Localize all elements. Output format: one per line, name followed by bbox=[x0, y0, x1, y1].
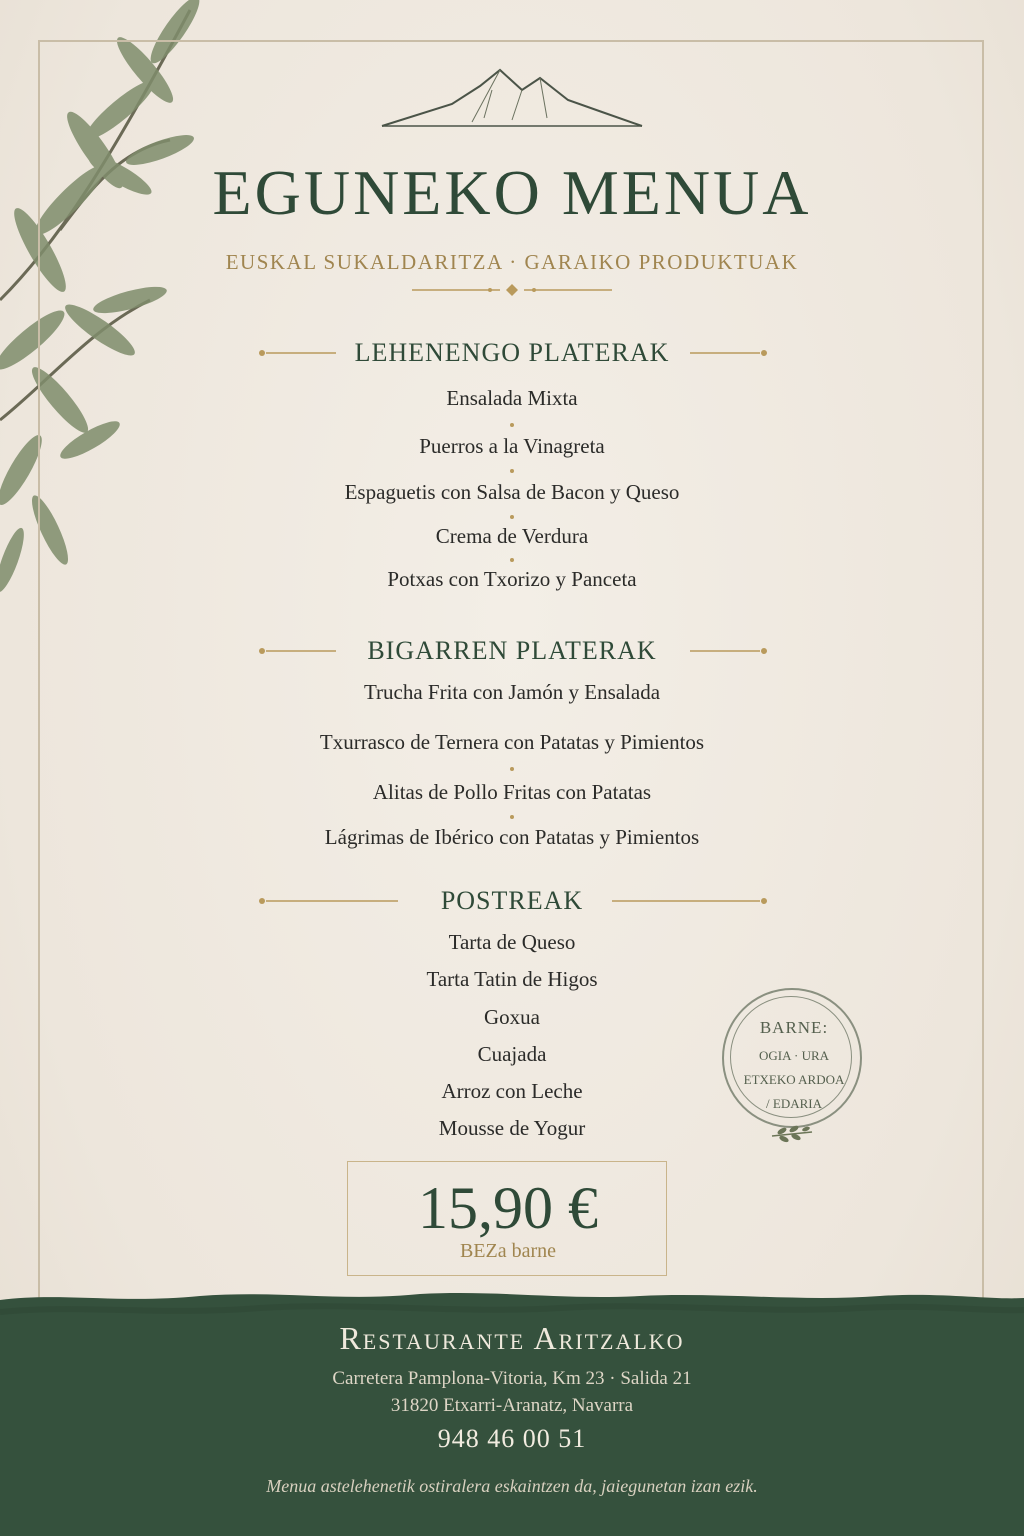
divider-ornament-icon bbox=[412, 282, 612, 298]
menu-item: Alitas de Pollo Fritas con Patatas bbox=[372, 780, 652, 804]
menu-item: Ensalada Mixta bbox=[446, 386, 578, 410]
phone-number: 948 46 00 51 bbox=[437, 1424, 587, 1453]
section-rule-right bbox=[690, 348, 768, 358]
menu-item: Goxua bbox=[484, 1005, 540, 1029]
item-separator-dot bbox=[510, 558, 514, 562]
address-line: 31820 Etxarri-Aranatz, Navarra bbox=[390, 1395, 634, 1416]
section-rule-right bbox=[690, 646, 768, 656]
stamp-line: ETXEKO ARDOA bbox=[743, 1072, 845, 1087]
menu-item: Potxas con Txorizo y Panceta bbox=[387, 567, 637, 591]
item-separator-dot bbox=[510, 815, 514, 819]
section-heading-first-courses: LEHENENGO PLATERAK bbox=[354, 338, 670, 367]
menu-item: Mousse de Yogur bbox=[438, 1116, 586, 1140]
menu-item: Trucha Frita con Jamón y Ensalada bbox=[363, 680, 661, 704]
stamp-title: BARNE: bbox=[759, 1018, 829, 1037]
price-amount: 15,90 € bbox=[418, 1175, 598, 1241]
address-line: Carretera Pamplona-Vitoria, Km 23 · Salida 21 bbox=[332, 1368, 692, 1389]
menu-item: Arroz con Leche bbox=[441, 1079, 583, 1103]
menu-item: Txurrasco de Ternera con Patatas y Pimientos bbox=[319, 730, 705, 754]
item-separator-dot bbox=[510, 767, 514, 771]
item-separator-dot bbox=[510, 515, 514, 519]
availability-note: Menua astelehenetik ostiralera eskaintzen da, jaiegunetan izan ezik. bbox=[266, 1476, 758, 1496]
menu-item: Espaguetis con Salsa de Bacon y Queso bbox=[344, 480, 680, 504]
price-box bbox=[347, 1161, 667, 1276]
menu-item: Tarta de Queso bbox=[448, 930, 576, 954]
menu-item: Crema de Verdura bbox=[435, 524, 589, 548]
page-title: EGUNEKO MENUA bbox=[212, 157, 812, 228]
item-separator-dot bbox=[510, 469, 514, 473]
section-heading-main-courses: BIGARREN PLATERAK bbox=[367, 636, 657, 665]
restaurant-name: Restaurante Aritzalko bbox=[339, 1320, 685, 1356]
menu-item: Cuajada bbox=[477, 1042, 547, 1066]
section-rule-right bbox=[612, 896, 768, 906]
price-vat-note: BEZa barne bbox=[459, 1240, 557, 1262]
mountain-icon bbox=[372, 60, 652, 132]
section-heading-desserts: POSTREAK bbox=[440, 886, 584, 915]
menu-item: Lágrimas de Ibérico con Patatas y Pimientos bbox=[324, 825, 700, 849]
menu-item: Puerros a la Vinagreta bbox=[419, 434, 605, 458]
included-stamp bbox=[722, 988, 862, 1128]
stamp-line: / EDARIA bbox=[766, 1096, 822, 1111]
menu-item: Tarta Tatin de Higos bbox=[426, 967, 598, 991]
stamp-line: OGIA · URA bbox=[758, 1048, 830, 1063]
item-separator-dot bbox=[510, 423, 514, 427]
small-olive-sprig-icon bbox=[770, 1124, 814, 1144]
page-subtitle: EUSKAL SUKALDARITZA · GARAIKO PRODUKTUAK bbox=[225, 250, 799, 274]
